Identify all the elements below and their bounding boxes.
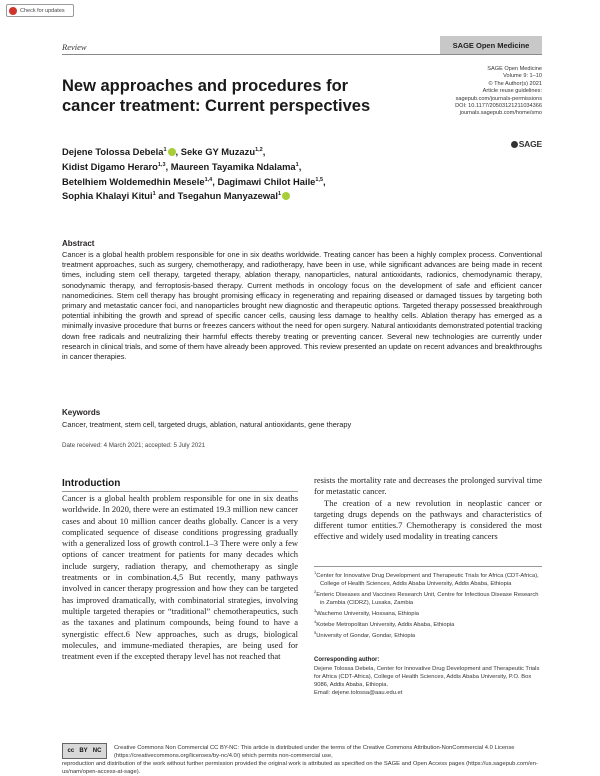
publisher-logo xyxy=(500,139,542,149)
author-name: Dejene Tolossa Debela xyxy=(62,146,164,157)
affiliation-text: Kotebe Metropolitan University, Addis Ababa, Ethiopia xyxy=(316,622,455,629)
affiliation-sup: 4 xyxy=(314,619,317,625)
abstract-text: Cancer is a global health problem responsible for one in six deaths worldwide. Treating cancer has been a highly complex process. Conventional treatment approaches, such as surgery, chemotherapy, and radiotherapy, have been in use, while significant advances are being made in recent times, including stem cell therapy, targeted therapy, ablation therapy, nanoparticles, natural antioxidants, radionics, chemodynamic therapy, sonodynamic therapy, and ferroptosis-based therapy. Current methods in oncology focus on the development of safe and efficient cancer nanomedicines. Stem cell therapy has brought promising efficacy in regenerating and repairing diseased or damaged tissues by targeting both primary and metastatic cancer foci, and nanoparticles brought new diagnostic and therapeutic options. Targeted therapy possessed breakthrough potential inhibiting the growth and spread of specific cancer cells, causing less damage to healthy cells. Ablation therapy has emerged as a minimally invasive procedure that burns or freezes cancers without the need for open surgery. Natural antioxidants demonstrated potential tracking down free radicals and neutralizing their harmful effects thereby treating or preventing cancer. Several new technologies are currently under research in clinical trials, and some of them have already been approved. This review presented an update on recent advances and breakthroughs in cancer therapies. xyxy=(62,250,542,362)
author-line: Dejene Tolossa Debela$^1$ , Seke GY Muzazu$^{1,2}$, xyxy=(62,146,266,157)
author-name: Betelhiem Woldemedhin Mesele xyxy=(62,175,205,187)
orcid-icon[interactable] xyxy=(168,148,176,156)
corresponding-author-text: Dejene Tolossa Debela, Center for Innovative Drug Development and Therapeutic Trials for Africa (CDT-Africa), College of Health Sciences, Addis Ababa University, P.O. Box 9086, Addis Ababa, Ethiopia. xyxy=(314,666,540,689)
author-affiliation-sup: 1 xyxy=(295,161,299,168)
pub-reuse: Article reuse guidelines: xyxy=(482,88,542,95)
author-name: Seke GY Muzazu xyxy=(180,146,256,157)
author-name: Kidist Digamo Heraro xyxy=(62,160,158,172)
affiliations-divider xyxy=(314,566,542,567)
affiliations-list xyxy=(314,569,542,640)
pub-journal: SAGE Open Medicine xyxy=(487,66,542,72)
section-label: Review xyxy=(62,42,87,52)
affiliation-text: Enteric Diseases and Vaccines Research Unit, Centre for Infectious Disease Research in Zambia (CIDRZ), Lusaka, Zambia xyxy=(316,592,539,607)
author-line: Sophia Khalayi Kitui$^1$ and Tsegahun Manyazewal$^1$ xyxy=(62,189,442,204)
publication-info xyxy=(420,66,542,118)
author-affiliation-sup: 1 xyxy=(277,191,282,198)
affiliation-text: Center for Innovative Drug Development and Therapeutic Trials for Africa (CDT-Africa), College of Health Sciences, Addis Ababa University, Addis Ababa, Ethiopia xyxy=(316,572,539,588)
author-name: Sophia Khalayi Kitui xyxy=(62,190,153,202)
orcid-icon[interactable] xyxy=(282,192,290,200)
affiliation-item xyxy=(314,629,542,640)
author-line: Kidist Digamo Heraro$^{1,3}$, Maureen Tayamika Ndalama$^1$, xyxy=(62,160,302,172)
sage-logo-icon xyxy=(511,141,518,148)
affiliation-sup: 5 xyxy=(314,630,317,636)
pub-doi[interactable]: DOI: 10.1177/20503121211034366 xyxy=(455,103,542,110)
abstract-heading: Abstract xyxy=(62,239,95,248)
affiliation-sup: 2 xyxy=(314,589,317,595)
keywords-text: Cancer, treatment, stem cell, targeted drugs, ablation, natural antioxidants, gene therapy xyxy=(62,420,352,429)
introduction-right-column xyxy=(314,475,542,543)
author-line: Betelhiem Woldemedhin Mesele$^{1,4}$, Dagimawi Chilot Haile$^{1,5}$, xyxy=(62,175,326,187)
cc-by-icon: BY xyxy=(79,748,88,754)
publisher-logo-text: SAGE xyxy=(518,139,542,149)
affiliation-item xyxy=(314,618,542,629)
affiliation-text: University of Gondar, Gondar, Ethiopia xyxy=(316,633,416,640)
license-line: reproduction and distribution of the work without further permission provided the original work is attributed as specified on the SAGE and Open Access pages (https://us.sagepub.com/en-us/nam/open-access-at-sage). xyxy=(62,761,538,775)
introduction-heading: Introduction xyxy=(62,478,121,489)
author-affiliation-sup: 1 xyxy=(152,191,156,198)
author-name: Maureen Tayamika Ndalama xyxy=(170,160,296,172)
article-title: New approaches and procedures for cancer treatment: Current perspectives xyxy=(62,77,371,115)
affiliation-item xyxy=(314,588,542,607)
license-line: Creative Commons Non Commercial CC BY-NC: This article is distributed under the terms of the Creative Commons Attribution-NonCommercial 4.0 License (https://creativecommons.org/licenses/by-nc/4.0/) which permits non-commercial use, xyxy=(114,745,515,759)
update-check-icon xyxy=(9,7,17,15)
cc-nc-icon: NC xyxy=(92,748,102,754)
introduction-paragraph: The creation of a new revolution in neoplastic cancer or targeting drugs depends on the pathways and characteristics of different tumor entities.7 Chemotherapy is considered the most effective and widely used modality in treating cancers xyxy=(314,497,542,542)
introduction-left-column: Cancer is a global health problem responsible for one in six deaths worldwide. In 2020, there were an estimated 19.3 million new cancer cases and about 10 million cancer deaths globally. Cancer is a very complicated sequence of disease conditions progressing gradually with a generalized loss of growth control.1–3 There were only a few options of cancer treatment for patients for many decades which include surgery, radiation therapy, and chemotherapy as single treatments or in combination.4,5 But recently, many pathways involved in cancer therapy progression and how they can be targeted has improved dramatically, with combinatorial strategies, involving multiple targeted therapies or “traditional” chemotherapeutics, such as the taxanes and platinum compounds, being found to have a synergistic effect.6 New approaches, such as drugs, biological molecules, and immune-mediated therapies, are being used for treatment even if the excepted therapy level has not reached that xyxy=(62,493,298,662)
pub-permissions-link[interactable]: sagepub.com/journals-permissions xyxy=(455,95,542,102)
author-name: Tsegahun Manyazewal xyxy=(177,190,278,202)
author-affiliation-sup: 1,2 xyxy=(255,146,263,153)
author-affiliation-sup: 1 xyxy=(163,146,167,153)
affiliation-sup: 3 xyxy=(314,608,317,614)
introduction-divider xyxy=(62,491,298,492)
introduction-paragraph: resists the mortality rate and decreases the prolonged survival time for metastatic cancer. xyxy=(314,475,542,497)
pub-copyright: © The Author(s) 2021 xyxy=(488,80,542,87)
pub-volume: Volume 9: 1–10 xyxy=(503,73,542,80)
header-divider xyxy=(62,54,542,55)
corresponding-author-heading: Corresponding author: xyxy=(314,657,380,663)
author-name: Dagimawi Chilot Haile xyxy=(217,175,316,187)
affiliation-item xyxy=(314,569,542,588)
author-list xyxy=(62,145,442,204)
license-text xyxy=(62,744,542,776)
author-affiliation-sup: 1,5 xyxy=(315,176,324,183)
article-dates: Date received: 4 March 2021; accepted: 5 July 2021 xyxy=(62,442,206,449)
corresponding-author-email[interactable]: Email: dejene.tolossa@aau.edu.et xyxy=(314,690,403,697)
journal-tab: SAGE Open Medicine xyxy=(440,36,542,54)
corresponding-author xyxy=(314,665,542,697)
affiliation-item xyxy=(314,607,542,618)
keywords-heading: Keywords xyxy=(62,408,101,417)
cc-icon: cc xyxy=(67,748,75,754)
affiliation-sup: 1 xyxy=(314,570,317,575)
author-affiliation-sup: 1,3 xyxy=(157,161,166,168)
check-for-updates-button[interactable] xyxy=(6,4,74,17)
pub-home-link[interactable]: journals.sagepub.com/home/smo xyxy=(459,110,542,117)
creative-commons-badge[interactable] xyxy=(62,743,107,759)
check-for-updates-label: Check for updates xyxy=(20,7,65,14)
author-affiliation-sup: 1,4 xyxy=(204,176,213,183)
affiliation-text: Wachemo University, Hossana, Ethiopia xyxy=(316,611,420,618)
